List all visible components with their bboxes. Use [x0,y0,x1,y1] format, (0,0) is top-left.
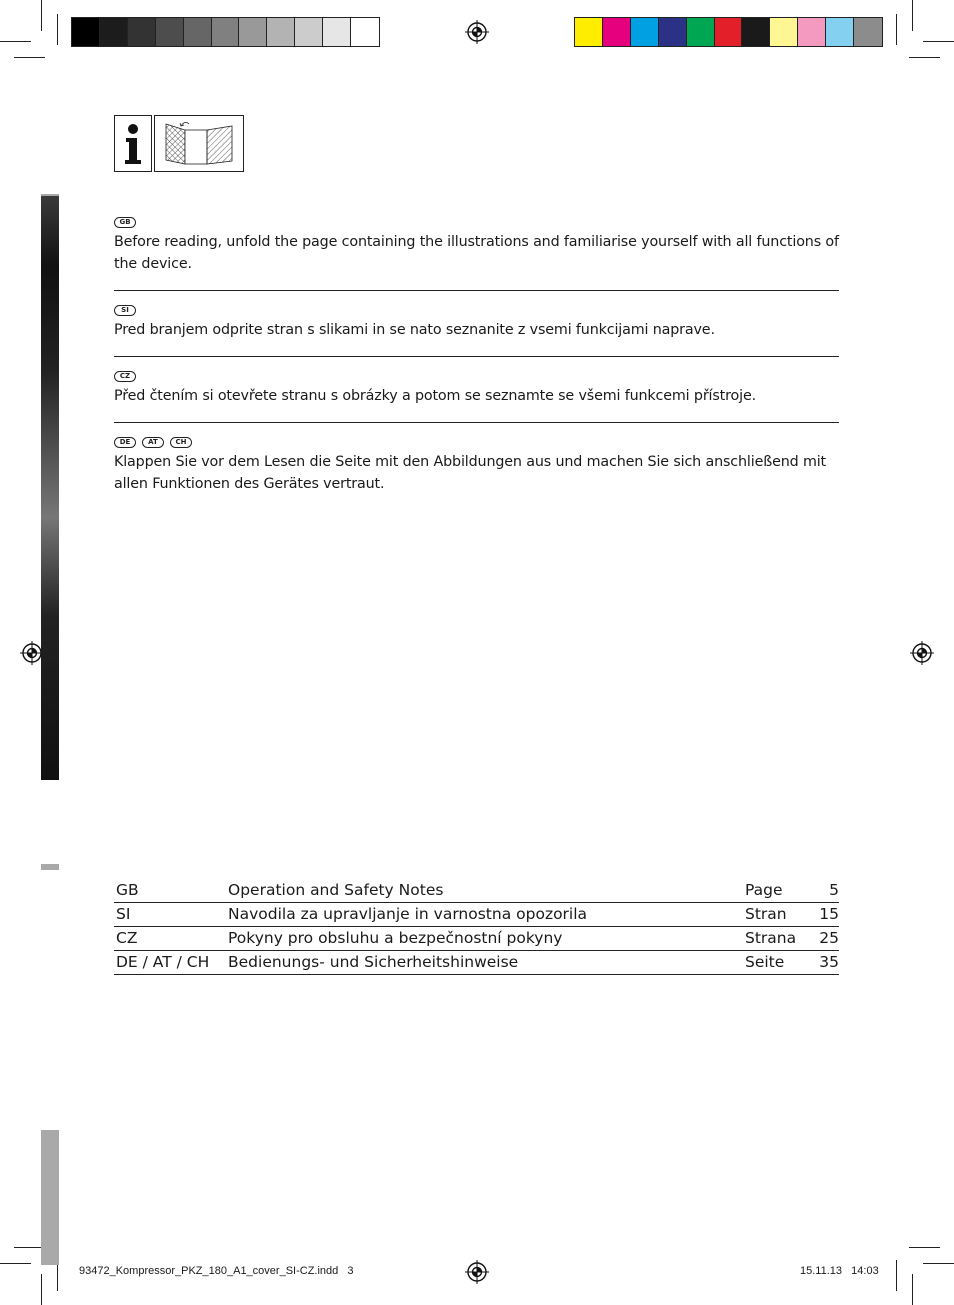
toc-row[interactable] [114,951,839,975]
toc-page-label: Strana [745,929,797,947]
side-strip-bottom [41,1130,59,1265]
grey-calibration-bar [71,17,380,47]
date-slug: 15.11.13 14:03 [800,1265,879,1277]
crop-mark [909,1247,940,1248]
info-icon [114,115,152,172]
color-swatch [631,18,659,46]
toc-title: Bedienungs- und Sicherheitshinweise [228,953,519,971]
crop-mark [57,14,58,45]
color-swatch [212,18,240,46]
color-swatch [715,18,743,46]
side-strip-middle [41,864,59,870]
language-badge: CZ [114,371,136,382]
crop-mark [41,1274,42,1305]
table-of-contents [114,879,839,975]
color-swatch [659,18,687,46]
crop-mark [0,1263,31,1264]
color-swatch [603,18,631,46]
side-photo-strip [41,196,59,780]
language-badge: AT [142,437,164,448]
language-badge: DE [114,437,136,448]
color-swatch [128,18,156,46]
section-divider [114,356,839,357]
color-swatch [295,18,323,46]
crop-mark [14,57,45,58]
crop-mark [923,41,954,42]
color-swatch [351,18,379,46]
color-swatch [575,18,603,46]
language-badge: CH [170,437,192,448]
toc-page-number: 5 [829,881,839,899]
toc-row[interactable] [114,879,839,903]
toc-title: Pokyny pro obsluhu a bezpečnostní pokyny [228,929,563,947]
crop-mark [896,1260,897,1291]
toc-page-number: 25 [819,929,839,947]
instruction-text: Před čtením si otevřete stranu s obrázky a potom se seznamte se všemi funkcemi přístroje. [114,388,757,404]
color-swatch [770,18,798,46]
toc-row[interactable] [114,927,839,951]
language-badge: SI [114,305,136,316]
language-section-de-at-ch [114,437,839,495]
crop-mark [0,41,31,42]
color-swatch [72,18,100,46]
crop-mark [912,0,913,31]
toc-language: CZ [116,929,138,947]
unfold-page-icon [154,115,244,172]
color-swatch [100,18,128,46]
color-swatch [826,18,854,46]
color-swatch [798,18,826,46]
crop-mark [923,1263,954,1264]
instruction-text: Klappen Sie vor dem Lesen die Seite mit den Abbildungen aus und machen Sie sich anschließend mit allen Funktionen des Gerätes vertraut. [114,454,826,492]
toc-page-label: Page [745,881,783,899]
toc-language: DE / AT / CH [116,953,210,971]
color-swatch [267,18,295,46]
language-section-cz [114,371,839,407]
language-badges [114,437,839,451]
file-slug: 93472_Kompressor_PKZ_180_A1_cover_SI-CZ.indd 3 [79,1265,354,1277]
crop-mark [41,0,42,31]
registration-target-icon [465,20,489,44]
registration-target-icon [910,641,934,665]
language-badges [114,217,839,231]
crop-mark [896,14,897,45]
crop-mark [912,1274,913,1305]
color-swatch [687,18,715,46]
color-swatch [854,18,882,46]
toc-page-label: Stran [745,905,787,923]
color-swatch [323,18,351,46]
toc-page-number: 15 [819,905,839,923]
section-divider [114,422,839,423]
color-swatch [742,18,770,46]
language-badges [114,371,839,385]
toc-page-label: Seite [745,953,785,971]
registration-target-icon [465,1260,489,1284]
toc-title: Navodila za upravljanje in varnostna opozorila [228,905,588,923]
color-calibration-bar [574,17,883,47]
color-swatch [156,18,184,46]
toc-title: Operation and Safety Notes [228,881,444,899]
section-divider [114,290,839,291]
language-badge: GB [114,217,136,228]
toc-language: GB [116,881,139,899]
language-section-gb [114,217,839,275]
instruction-text: Before reading, unfold the page containing the illustrations and familiarise yourself with all functions of the device. [114,234,839,272]
toc-language: SI [116,905,131,923]
toc-page-number: 35 [819,953,839,971]
color-swatch [239,18,267,46]
crop-mark [909,57,940,58]
instruction-text: Pred branjem odprite stran s slikami in se nato seznanite z vsemi funkcijami naprave. [114,322,715,338]
language-badges [114,305,839,319]
color-swatch [184,18,212,46]
language-section-si [114,305,839,341]
toc-row[interactable] [114,903,839,927]
